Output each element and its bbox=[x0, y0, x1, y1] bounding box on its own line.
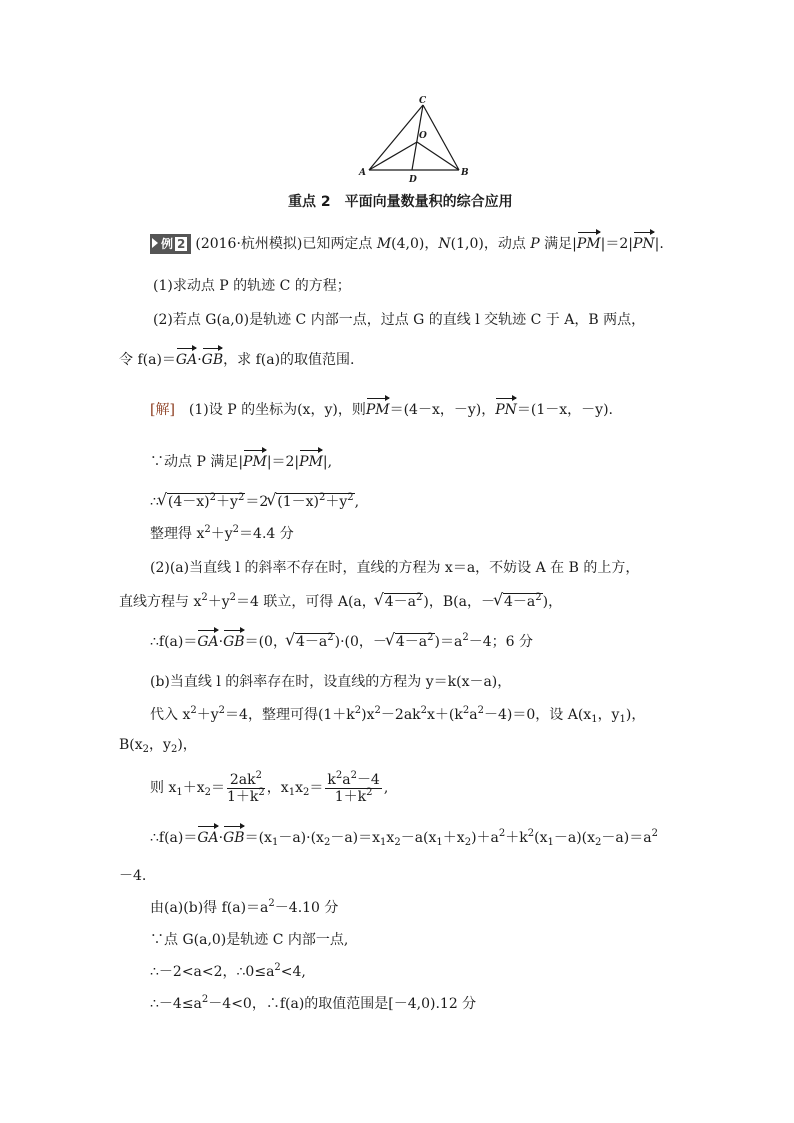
solution-line-12: $\therefore f(a)=GA\cdot GB=(x_1-a)\cdot(x_2-a)=x_1x_2-a(x_1+x_2)+a^2+k^2(x_1-a)(x_2-a)=a^2$ bbox=[150, 828, 658, 848]
solution-line-14: 由(a)(b)得 $f(a)=a^2-4.10$ 分 bbox=[150, 898, 339, 916]
fraction-product: $\frac{k^2a^2-4}{1+k^2}$ bbox=[327, 769, 380, 805]
solution-line-13: －4. bbox=[119, 868, 147, 884]
solution-line-11: 则 $x_1+x_2=$ $\frac{2ak^2}{1+k^2}$ ，$x_1x_2=$ $\frac{k^2a^2-4}{1+k^2}$ , bbox=[150, 769, 389, 805]
edge-cb bbox=[423, 105, 459, 170]
solution-line-7: ∴f(a)＝GA·GB＝(0，√ $4-a^2)\cdot(0$，－√ $4-a^2)=a^2-4$；6 分 bbox=[150, 632, 533, 652]
question-1: (1)求动点 P 的轨迹 C 的方程； bbox=[153, 278, 351, 294]
question-2-line-2: 令 f(a)＝GA·GB，求 f(a)的取值范围. bbox=[119, 352, 355, 368]
question-2-line-1: (2)若点 G(a,0)是轨迹 C 内部一点，过点 G 的直线 l 交轨迹 C 于 A，B 两点， bbox=[153, 312, 646, 328]
solution-line-15: ∵点 G(a,0)是轨迹 C 内部一点, bbox=[150, 932, 349, 948]
segment-ob bbox=[417, 142, 459, 170]
section-title: 重点 2 平面向量数量积的综合应用 bbox=[288, 194, 513, 210]
solution-line-2: ∵动点 P 满足|PM|＝2|PM|, bbox=[150, 454, 333, 470]
label-c: C bbox=[419, 96, 427, 106]
label-b: B bbox=[461, 168, 469, 178]
label-o: O bbox=[419, 131, 427, 141]
solution-line-6: 直线方程与 $x^2+y^2=4$ 联立，可得 A(a，√ $4-a^2$)，B(a，－√ $4-a^2$)， bbox=[119, 592, 562, 612]
triangle-figure bbox=[355, 95, 485, 185]
fraction-sum: $\frac{2ak^2}{1+k^2}$ bbox=[227, 769, 265, 805]
example-statement: 例 2 (2016·杭州模拟)已知两定点 M(4,0)，N(1,0)，动点 P 满足|PM|＝2|PN|. bbox=[150, 234, 664, 254]
label-a: A bbox=[359, 168, 366, 178]
solution-line-10: $B(x_2$，$y_2$)， bbox=[119, 737, 197, 755]
solution-line-8: (b)当直线 l 的斜率存在时，设直线的方程为 y＝k(x－a)， bbox=[150, 674, 512, 690]
solution-line-17: $\therefore-4\le a^2-4<0$，∴f(a)的取值范围是[－4,0).12 分 bbox=[150, 994, 477, 1012]
solution-line-4: 整理得 $x^2+y^2=4.4$ 分 bbox=[150, 524, 294, 542]
label-d: D bbox=[409, 175, 417, 185]
solution-line-16: ∴－2<a<2，$\therefore 0\le a^2<4$, bbox=[150, 962, 306, 980]
solution-line-5: (2)(a)当直线 l 的斜率不存在时，直线的方程为 x＝a，不妨设 A 在 B 的上方， bbox=[150, 560, 640, 576]
example-tag: 例 2 bbox=[150, 234, 191, 254]
solution-line-1: [解] (1)设 P 的坐标为(x，y)，则PM＝(4－x，－y)，PN＝(1－x，－y). bbox=[150, 402, 613, 418]
play-icon bbox=[152, 238, 158, 248]
solution-line-9: 代入 $x^2+y^2=4$，整理可得$(1+k^2)x^2-2ak^2x+(k^2a^2-4)=0$，设 $A(x_1$，$y_1$)， bbox=[150, 705, 646, 725]
solution-line-3: ∴√ $(4-x)^2+y^2=2√$ $(1-x)^2+y^2$, bbox=[150, 492, 359, 512]
edge-ca bbox=[369, 105, 423, 170]
segment-ao bbox=[369, 142, 417, 170]
